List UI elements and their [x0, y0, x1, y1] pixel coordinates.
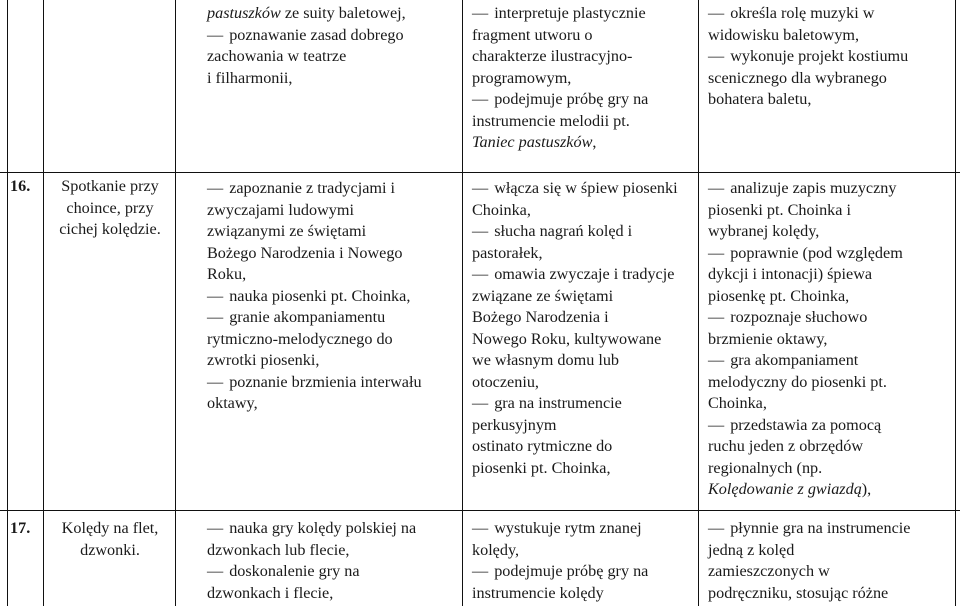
- text-run: przedstawia za pomocą: [730, 415, 882, 434]
- cell-line: [708, 264, 953, 286]
- topic-title-line: choince, przy: [66, 198, 154, 217]
- cell-line: [472, 372, 694, 394]
- text-run: Nowego Roku, kultywowane: [472, 329, 662, 348]
- cell-line: [708, 200, 953, 222]
- cell-line: [207, 307, 459, 329]
- text-run: Bożego Narodzenia i: [472, 308, 609, 326]
- cell-line: [472, 583, 694, 605]
- text-run: zachowania w teatrze: [207, 47, 347, 65]
- cell-line: [207, 3, 457, 25]
- topic-title-line: Spotkanie przy: [61, 177, 159, 195]
- cell-line: [708, 307, 953, 329]
- text-run: analizuje zapis muzyczny: [730, 179, 897, 197]
- text-run: gra akompaniament: [730, 351, 859, 369]
- text-run: związane ze świętami: [472, 286, 614, 305]
- text-run: płynnie gra na instrumencie: [730, 519, 911, 537]
- topic-title-line: cichej kolędzie.: [59, 220, 161, 238]
- text-run: wykonuje projekt kostiumu: [730, 47, 909, 65]
- cell-line: [472, 286, 694, 308]
- row-divider: [0, 510, 960, 511]
- row1-col3: [472, 178, 694, 479]
- cell-line: [207, 561, 459, 583]
- cell-line: [472, 46, 694, 68]
- row2-col2: [207, 518, 459, 604]
- cell-line: [708, 3, 953, 25]
- cell-line: [472, 132, 694, 154]
- cell-line: [708, 221, 953, 243]
- text-run: nauka gry kolędy polskiej na: [229, 519, 417, 537]
- cell-line: [207, 46, 457, 68]
- text-run: podejmuje próbę gry na: [494, 562, 649, 580]
- text-run: podręczniku, stosując różne: [708, 583, 889, 602]
- text-run: ostinato rytmiczne do: [472, 437, 613, 455]
- text-run: instrumencie melodii pt.: [472, 111, 630, 130]
- text-run: poznanie brzmienia interwału: [229, 372, 422, 391]
- table-border-right: [955, 0, 956, 606]
- cell-line: [472, 415, 694, 437]
- text-run: instrumencie kolędy: [472, 583, 604, 602]
- cell-line: [708, 372, 953, 394]
- text-run: widowisku baletowym,: [708, 25, 860, 44]
- text-run: Roku,: [207, 265, 247, 283]
- cell-line: [207, 329, 459, 351]
- cell-line: [708, 68, 953, 90]
- cell-line: [708, 540, 953, 562]
- text-run: zwrotki piosenki,: [207, 351, 320, 369]
- cell-line: [207, 350, 459, 372]
- text-run: i filharmonii,: [207, 68, 293, 87]
- text-run: piosenkę pt. Choinka,: [708, 286, 850, 305]
- cell-line: [708, 46, 953, 68]
- text-run: brzmienie oktawy,: [708, 329, 828, 348]
- cell-line: [708, 479, 953, 501]
- text-run: ,: [592, 133, 597, 151]
- text-run: piosenki pt. Choinka i: [708, 200, 851, 219]
- row2-title: [46, 518, 174, 561]
- row2-col4: [708, 518, 953, 604]
- cell-line: [708, 415, 953, 437]
- cell-line: [472, 458, 694, 480]
- cell-line: [207, 540, 459, 562]
- cell-line: [207, 200, 459, 222]
- text-run: perkusyjnym: [472, 415, 557, 434]
- row-number: 16.: [10, 177, 31, 195]
- text-run: otoczeniu,: [472, 372, 539, 391]
- italic-title: Taniec pastuszków: [472, 133, 593, 151]
- text-run: zamieszczonych w: [708, 562, 830, 580]
- text-run: jedną z kolęd: [708, 540, 795, 559]
- cell-line: [207, 68, 457, 90]
- row0-col2: [207, 3, 457, 89]
- cell-line: [207, 286, 459, 308]
- cell-line: [472, 111, 694, 133]
- cell-line: [472, 561, 694, 583]
- cell-line: [207, 393, 459, 415]
- text-run: dzwonkach i flecie,: [207, 583, 334, 602]
- text-run: wystukuje rytm znanej: [494, 519, 642, 537]
- cell-line: [472, 436, 694, 458]
- cell-line: [207, 25, 457, 47]
- text-run: Bożego Narodzenia i Nowego: [207, 243, 403, 262]
- text-run: melodyczny do piosenki pt.: [708, 372, 887, 391]
- cell-line: [708, 178, 953, 200]
- row1-col2: [207, 178, 459, 415]
- cell-line: [207, 178, 459, 200]
- text-run: oktawy,: [207, 394, 258, 412]
- text-run: gra na instrumencie: [494, 394, 622, 412]
- cell-line: [207, 221, 459, 243]
- text-run: podejmuje próbę gry na: [494, 90, 649, 108]
- cell-line: [472, 221, 694, 243]
- cell-line: [708, 329, 953, 351]
- text-run: scenicznego dla wybranego: [708, 68, 887, 87]
- cell-line: [708, 350, 953, 372]
- text-run: związanymi ze świętami: [207, 222, 367, 240]
- cell-line: [207, 518, 459, 540]
- cell-line: [708, 436, 953, 458]
- text-run: ze suity baletowej,: [280, 4, 406, 22]
- cell-line: [472, 243, 694, 265]
- text-run: określa rolę muzyki w: [730, 4, 875, 22]
- cell-line: [472, 200, 694, 222]
- row0-col3: [472, 3, 694, 154]
- cell-line: [472, 393, 694, 415]
- cell-line: [708, 243, 953, 265]
- text-run: rozpoznaje słuchowo: [730, 308, 868, 326]
- text-run: słucha nagrań kolęd i: [494, 222, 633, 240]
- row1-col4: [708, 178, 953, 501]
- cell-line: [472, 518, 694, 540]
- text-run: kolędy,: [472, 540, 520, 559]
- cell-line: [207, 264, 459, 286]
- text-run: Choinka,: [472, 200, 531, 219]
- text-run: bohatera baletu,: [708, 90, 812, 108]
- text-run: Choinka,: [708, 394, 767, 412]
- cell-line: [472, 540, 694, 562]
- cell-line: [708, 561, 953, 583]
- row0-col4: [708, 3, 953, 111]
- cell-line: [207, 243, 459, 265]
- topic-title-line: dzwonki.: [80, 540, 140, 559]
- text-run: charakterze ilustracyjno-: [472, 47, 633, 65]
- text-run: włącza się w śpiew piosenki: [494, 179, 678, 197]
- row-number: 17.: [10, 519, 31, 537]
- text-run: wybranej kolędy,: [708, 222, 820, 240]
- cell-line: [472, 264, 694, 286]
- column-divider: [698, 0, 699, 606]
- cell-line: [472, 89, 694, 111]
- text-run: programowym,: [472, 68, 572, 87]
- cell-line: [708, 286, 953, 308]
- row1-title: [46, 176, 174, 241]
- text-run: nauka piosenki pt. Choinka,: [229, 286, 411, 305]
- text-run: zapoznanie z tradycjami i: [229, 179, 396, 197]
- cell-line: [472, 307, 694, 329]
- topic-title-line: Kolędy na flet,: [61, 519, 159, 537]
- cell-line: [708, 458, 953, 480]
- text-run: regionalnych (np.: [708, 458, 823, 477]
- text-run: zwyczajami ludowymi: [207, 200, 354, 219]
- cell-line: [472, 350, 694, 372]
- text-run: piosenki pt. Choinka,: [472, 458, 611, 477]
- text-run: dzwonkach lub flecie,: [207, 540, 350, 559]
- cell-line: [708, 89, 953, 111]
- text-run: we własnym domu lub: [472, 351, 620, 369]
- row2-col3: [472, 518, 694, 604]
- text-run: doskonalenie gry na: [229, 562, 360, 580]
- cell-line: [708, 393, 953, 415]
- text-run: omawia zwyczaje i tradycje: [494, 265, 675, 283]
- italic-title: Kolędowanie z gwiazdą: [708, 480, 862, 498]
- cell-line: [472, 25, 694, 47]
- text-run: dykcji i intonacji) śpiewa: [708, 265, 873, 283]
- table-border-left: [7, 0, 8, 606]
- cell-line: [708, 518, 953, 540]
- row-divider: [0, 172, 960, 173]
- cell-line: [708, 583, 953, 605]
- cell-line: [472, 68, 694, 90]
- text-run: ruchu jeden z obrzędów: [708, 437, 864, 455]
- column-divider: [43, 0, 44, 606]
- column-divider: [462, 0, 463, 606]
- text-run: rytmiczno-melodycznego do: [207, 329, 393, 348]
- text-run: interpretuje plastycznie: [494, 4, 646, 22]
- cell-line: [207, 583, 459, 605]
- cell-line: [472, 178, 694, 200]
- italic-title: pastuszków: [207, 4, 281, 22]
- text-run: granie akompaniamentu: [229, 308, 386, 326]
- text-run: fragment utworu o: [472, 25, 593, 44]
- text-run: ),: [861, 480, 872, 498]
- cell-line: [472, 329, 694, 351]
- cell-line: [207, 372, 459, 394]
- cell-line: [708, 25, 953, 47]
- text-run: poznawanie zasad dobrego: [229, 25, 404, 44]
- text-run: poprawnie (pod względem: [730, 243, 903, 262]
- column-divider: [175, 0, 176, 606]
- cell-line: [472, 3, 694, 25]
- text-run: pastorałek,: [472, 243, 543, 262]
